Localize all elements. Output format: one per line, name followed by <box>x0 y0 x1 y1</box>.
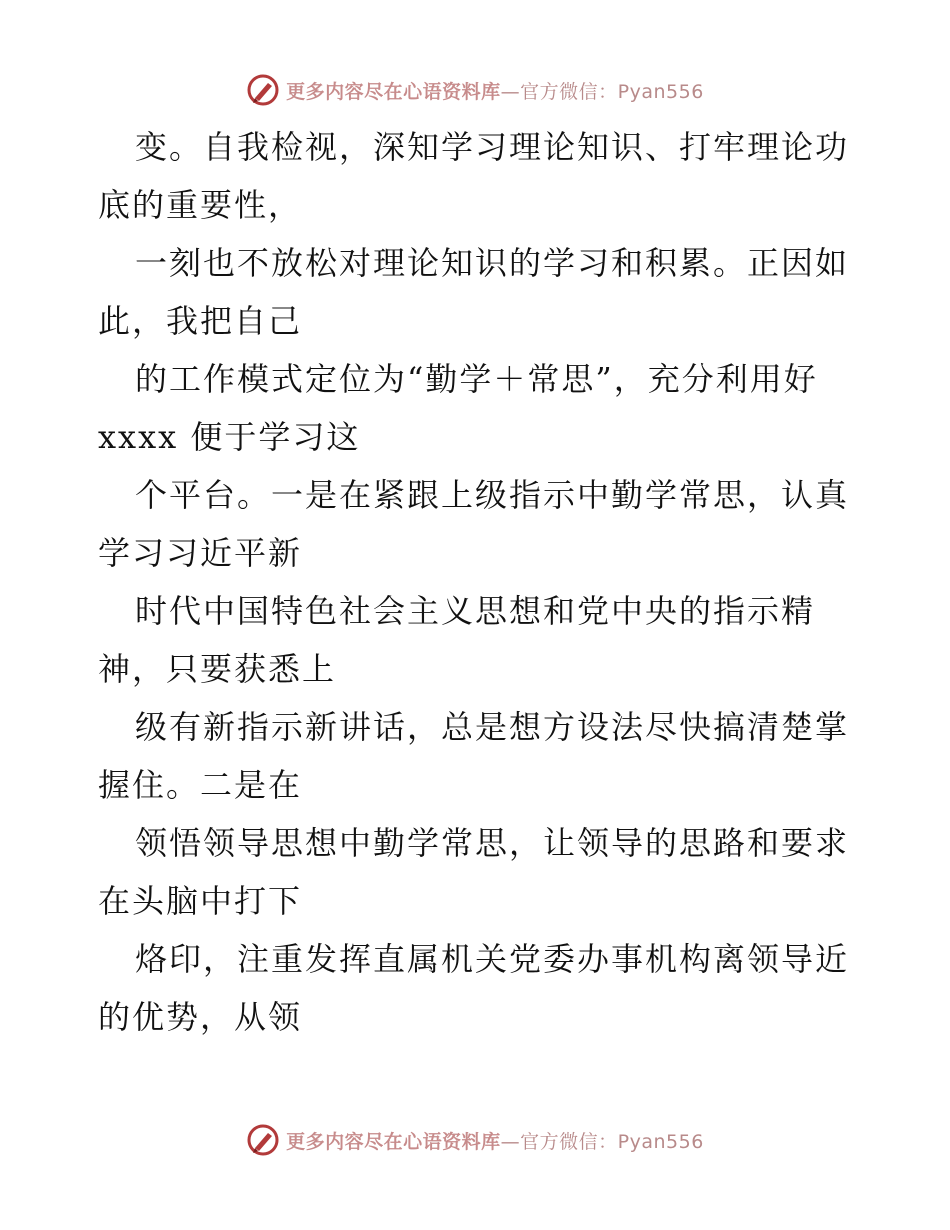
footer-suffix: —官方微信：Pyan556 <box>500 1130 704 1153</box>
body-line: 在头脑中打下 <box>98 882 303 920</box>
pen-logo-icon <box>246 73 280 107</box>
body-line: 底的重要性， <box>98 186 303 224</box>
body-line: 的工作模式定位为“勤学＋常思”，充分利用好 <box>135 360 818 398</box>
body-line: 的优势，从领 <box>98 998 303 1036</box>
body-line: 领悟领导思想中勤学常思，让领导的思路和要求 <box>135 824 850 862</box>
header-watermark <box>0 70 950 110</box>
footer-brand: 更多内容尽在心语资料库 <box>286 1130 501 1153</box>
document-body <box>98 118 858 1046</box>
header-suffix: —官方微信：Pyan556 <box>500 80 704 103</box>
pen-logo-icon <box>246 1123 280 1157</box>
body-line: 握住。二是在 <box>98 766 303 804</box>
header-watermark-text <box>286 77 704 104</box>
footer-watermark <box>0 1120 950 1160</box>
body-line: 一刻也不放松对理论知识的学习和积累。正因如 <box>135 244 850 282</box>
body-line: 级有新指示新讲话，总是想方设法尽快搞清楚掌 <box>135 708 850 746</box>
body-line: 个平台。一是在紧跟上级指示中勤学常思，认真 <box>135 476 850 514</box>
footer-watermark-text <box>286 1127 704 1154</box>
body-line: 学习习近平新 <box>98 534 303 572</box>
body-line: xxxx 便于学习这 <box>98 418 361 456</box>
body-line: 此，我把自己 <box>98 302 303 340</box>
header-brand: 更多内容尽在心语资料库 <box>286 80 501 103</box>
body-line: 时代中国特色社会主义思想和党中央的指示精 <box>135 592 816 630</box>
body-line: 变。自我检视，深知学习理论知识、打牢理论功 <box>135 128 850 166</box>
body-line: 烙印，注重发挥直属机关党委办事机构离领导近 <box>135 940 850 978</box>
body-line: 神，只要获悉上 <box>98 650 337 688</box>
